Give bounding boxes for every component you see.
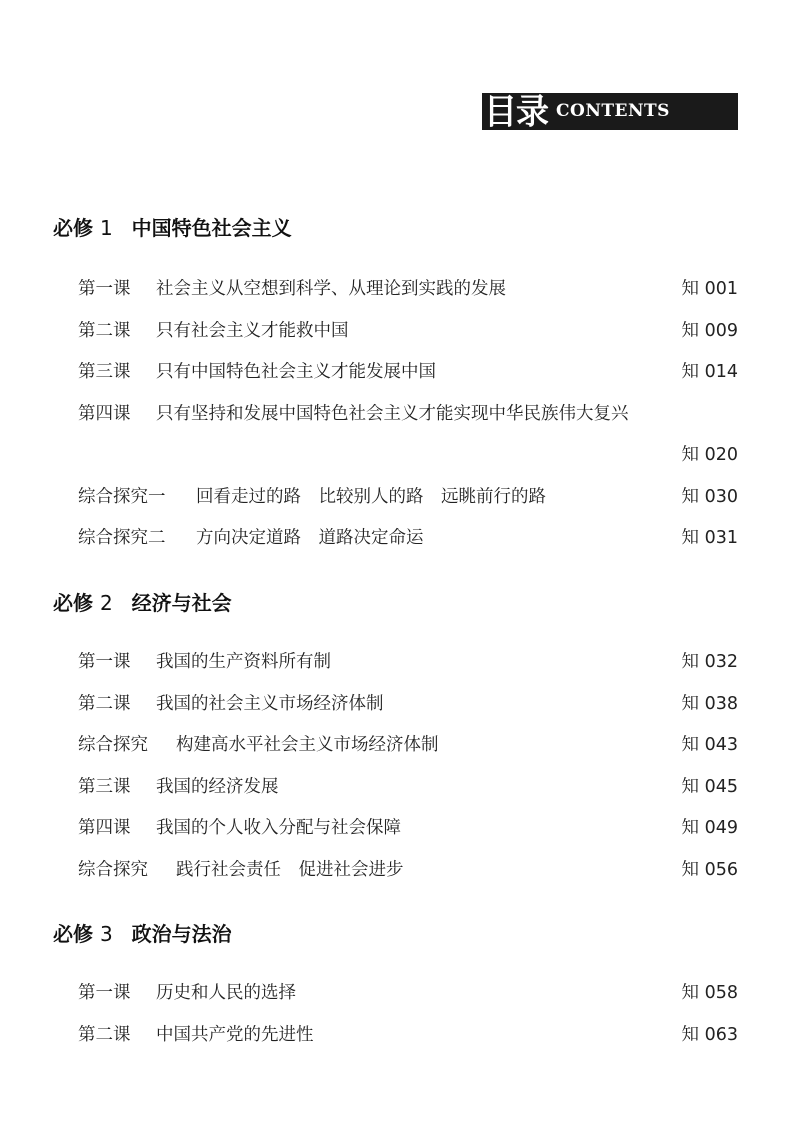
toc-entry[interactable] [78,773,738,801]
section-number: 2 [99,591,113,615]
toc-title: 我国的生产资料所有制 [156,652,331,672]
contents-title-en: CONTENTS [556,101,670,121]
toc-title: 我国的社会主义市场经济体制 [156,694,384,714]
toc-page: 知 020 [681,445,738,465]
toc-lesson: 第一课 [78,652,131,672]
section-prefix: 必修 [53,216,93,240]
toc-entry[interactable] [78,358,738,386]
toc-title: 只有社会主义才能救中国 [156,321,349,341]
toc-entry[interactable] [78,814,738,842]
toc-lesson: 第二课 [78,321,131,341]
section-number: 3 [99,922,113,946]
section-title: 经济与社会 [131,591,232,615]
toc-lesson: 综合探究一 [78,487,166,507]
toc-title: 回看走过的路 比较别人的路 远眺前行的路 [196,487,546,507]
toc-page: 知 014 [681,362,738,382]
toc-page: 知 030 [681,487,738,507]
section-heading [53,587,232,616]
toc-lesson: 综合探究二 [78,528,166,548]
toc-page: 知 043 [681,735,738,755]
toc-entry[interactable] [78,690,738,718]
toc-entry[interactable] [78,317,738,345]
toc-title: 社会主义从空想到科学、从理论到实践的发展 [156,279,506,299]
contents-banner [482,93,738,130]
section-number: 1 [99,216,113,240]
toc-lesson: 综合探究 [78,860,148,880]
toc-lesson: 第三课 [78,777,131,797]
section-heading [53,918,232,947]
toc-title: 方向决定道路 道路决定命运 [196,528,424,548]
contents-title-cn: 目录 [484,91,548,132]
section-prefix: 必修 [53,591,93,615]
toc-entry[interactable] [78,483,738,511]
toc-entry[interactable] [78,731,738,759]
toc-entry[interactable] [78,856,738,884]
toc-title: 只有坚持和发展中国特色社会主义才能实现中华民族伟大复兴 [156,404,629,424]
toc-title: 践行社会责任 促进社会进步 [176,860,404,880]
toc-lesson: 第四课 [78,818,131,838]
section-title: 政治与法治 [131,922,232,946]
toc-lesson: 综合探究 [78,735,148,755]
toc-entry[interactable] [78,275,738,303]
toc-title: 我国的经济发展 [156,777,279,797]
toc-lesson: 第一课 [78,983,131,1003]
section-prefix: 必修 [53,922,93,946]
toc-page: 知 031 [681,528,738,548]
toc-entry-continuation[interactable] [78,441,738,469]
toc-entry[interactable] [78,1021,738,1049]
toc-lesson: 第四课 [78,404,131,424]
toc-page: 知 045 [681,777,738,797]
toc-page: 知 001 [681,279,738,299]
toc-entry[interactable] [78,648,738,676]
toc-page: 知 038 [681,694,738,714]
toc-page: 知 009 [681,321,738,341]
toc-title: 构建高水平社会主义市场经济体制 [176,735,439,755]
toc-lesson: 第一课 [78,279,131,299]
toc-title: 只有中国特色社会主义才能发展中国 [156,362,436,382]
toc-title: 历史和人民的选择 [156,983,296,1003]
toc-entry[interactable] [78,524,738,552]
toc-lesson: 第三课 [78,362,131,382]
toc-lesson: 第二课 [78,694,131,714]
toc-page: 知 032 [681,652,738,672]
toc-page: 知 056 [681,860,738,880]
toc-entry[interactable] [78,979,738,1007]
toc-page: 知 063 [681,1025,738,1045]
toc-page: 知 049 [681,818,738,838]
toc-page: 知 058 [681,983,738,1003]
section-heading [53,212,292,241]
toc-title: 我国的个人收入分配与社会保障 [156,818,401,838]
section-title: 中国特色社会主义 [131,216,292,240]
toc-title: 中国共产党的先进性 [156,1025,314,1045]
toc-lesson: 第二课 [78,1025,131,1045]
toc-entry[interactable] [78,400,738,428]
